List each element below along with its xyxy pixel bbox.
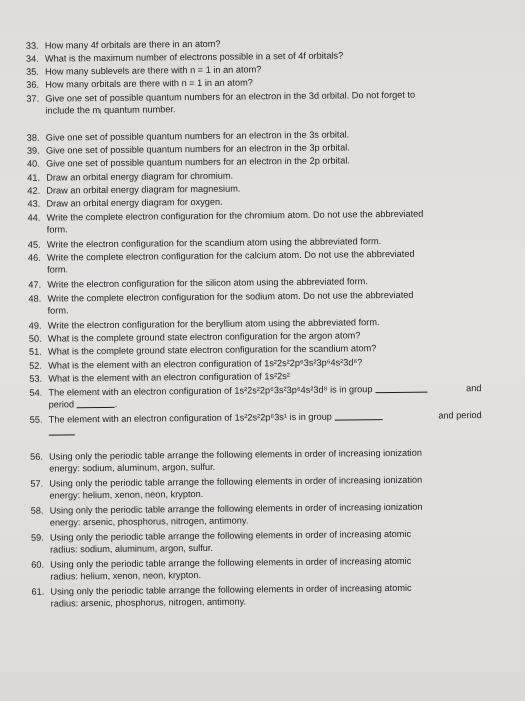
question-continuation: include the $m_l$ quantum number.	[45, 104, 176, 117]
question-40: 40. Give one set of possible quantum numbers for an electron in the 2p orbital.	[26, 155, 350, 169]
period-answer-blank[interactable]	[77, 398, 115, 408]
period-answer-blank[interactable]	[49, 425, 75, 435]
question-34: 34. What is the maximum number of electrons possible in a set of 4f orbitals?	[25, 50, 344, 64]
question-35: 35. How many sublevels are there with n = 1 in an atom?	[26, 64, 262, 77]
question-48: 48. Write the complete electron configuration for the sodium atom. Do not use the abbreviated form.	[28, 289, 414, 316]
question-47: 47. Write the electron configuration for the silicon atom using the abbreviated form.	[28, 276, 368, 290]
question-41: 41. Draw an orbital energy diagram for chromium.	[27, 170, 234, 183]
question-44: 44. Write the complete electron configuration for the chromium atom. Do not use the abbreviated form.	[27, 208, 424, 235]
group-answer-blank[interactable]	[334, 410, 382, 421]
question-57: 57. Using only the periodic table arrange the following elements in order of increasing ionization energy: helium, xenon, neon, krypton.	[30, 474, 423, 501]
question-45: 45. Write the electron configuration for the scandium atom using the abbreviated form.	[27, 236, 382, 250]
question-51: 51. What is the complete ground state electron configuration for the scandium atom?	[28, 343, 377, 357]
question-61: 61. Using only the periodic table arrange the following elements in order of increasing atomic radius: arsenic, phosphorus, nitrogen, antimony.	[31, 582, 412, 609]
question-46: 46. Write the complete electron configuration for the calcium atom. Do not use the abbreviated form.	[27, 248, 415, 275]
question-49: 49. Write the electron configuration for the beryllium atom using the abbreviated form.	[28, 317, 380, 331]
question-56: 56. Using only the periodic table arrange the following elements in order of increasing ionization energy: sodium, aluminum, argon, sulfur.	[30, 447, 422, 474]
question-59: 59. Using only the periodic table arrange the following elements in order of increasing atomic radius: sodium, aluminum, argon, sulfur.	[30, 528, 412, 555]
question-58: 58. Using only the periodic table arrange the following elements in order of increasing ionization energy: arsenic, phosphorus, nitrogen, antimony.	[30, 501, 423, 528]
question-60: 60. Using only the periodic table arrange the following elements in order of increasing atomic radius: helium, xenon, neon, krypton.	[31, 555, 412, 582]
question-52: 52. What is the element with an electron configuration of 1s²2s²2p⁶3s²3p⁶4s²3d⁶?	[29, 357, 363, 371]
group-answer-blank[interactable]	[375, 383, 427, 394]
question-36: 36. How many orbitals are there with n = 1 in an atom?	[26, 77, 253, 90]
question-38: 38. Give one set of possible quantum numbers for an electron in the 3s orbital.	[26, 129, 350, 143]
question-37: 37. Give one set of possible quantum numbers for an electron in the 3d orbital. Do not forget to include the $m_l$ quantum number.	[26, 88, 478, 117]
question-39: 39. Give one set of possible quantum numbers for an electron in the 3p orbital.	[26, 142, 350, 156]
question-42: 42. Draw an orbital energy diagram for magnesium.	[27, 183, 241, 196]
question-53: 53. What is the element with an electron configuration of 1s²2s²	[29, 371, 290, 384]
question-43: 43. Draw an orbital energy diagram for oxygen.	[27, 196, 223, 209]
question-55: 55. The element with an electron configuration of 1s²2s²2p⁶3s¹ is in group and period	[30, 409, 482, 438]
question-33: 33. How many 4f orbitals are there in an atom?	[25, 38, 221, 51]
question-50: 50. What is the complete ground state electron configuration for the argon atom?	[28, 330, 361, 344]
question-54: 54. The element with an electron configuration of 1s²2s²2p⁶3s²3p⁶4s²3d⁸ is in group and period .	[29, 383, 482, 410]
